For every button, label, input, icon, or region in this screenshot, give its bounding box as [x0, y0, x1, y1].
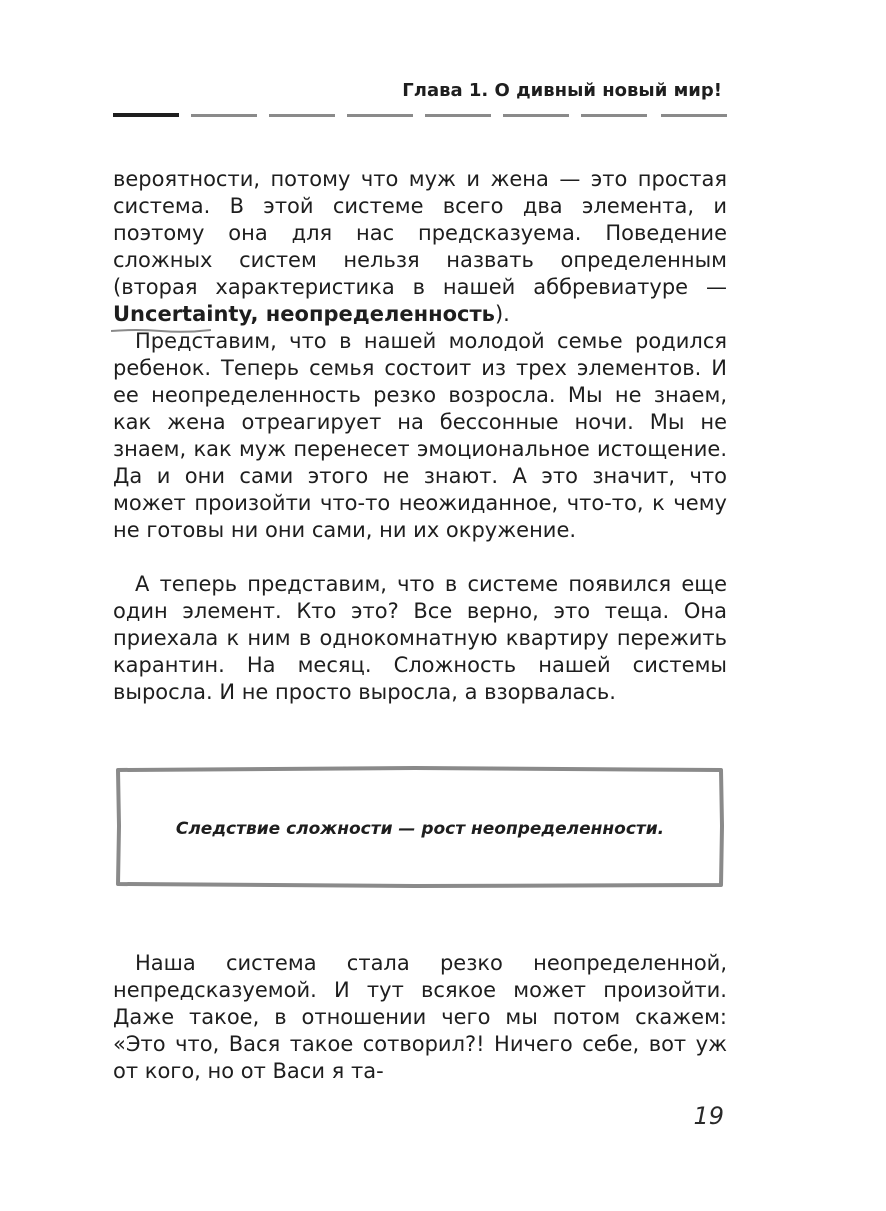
- paragraph-3: [113, 571, 727, 706]
- page-number: 19: [693, 1102, 724, 1130]
- header-rule-dash: [425, 114, 491, 117]
- paragraph-1-tail: ).: [494, 302, 510, 326]
- callout-box: [115, 766, 725, 888]
- header-rule-dash: [661, 114, 727, 117]
- paragraph-4-text: Наша система стала резко неопределенной, непредсказуемой. И тут всякое может произойти. Даже такое, в отношении чего мы потом скажем: «Это что, Вася такое сотворил?! Ничего себе, вот уж от кого, но от Васи я та-: [113, 951, 727, 1083]
- header-rule-dash: [347, 114, 413, 117]
- emphasis-term-text: Uncertainty, неопределенность: [113, 302, 495, 326]
- header-rule-dash: [191, 114, 257, 117]
- header-rule-dash: [581, 114, 647, 117]
- paragraph-2-text: Представим, что в нашей молодой семье родился ребенок. Теперь семья состоит из трех элементов. И ее неопределенность резко возросла. Мы не знаем, как жена отреагирует на бессонные ночи. Мы не знаем, как муж перенесет эмоциональное истощение. Да и они сами этого не знают. А это значит, что может произойти что-то неожиданное, что-то, к чему не готовы ни они сами, ни их окружение.: [113, 329, 727, 542]
- header-rule-dash: [503, 114, 569, 117]
- paragraph-1-text: вероятности, потому что муж и жена — это простая система. В этой системе всего два элемента, и поэтому она для нас предсказуема. Поведение сложных систем нельзя назвать определенным (вторая характеристика в нашей аббревиатуре —: [113, 167, 727, 299]
- header-rule: [113, 113, 727, 117]
- paragraph-2: [113, 328, 727, 544]
- header-rule-solid-segment: [113, 113, 179, 117]
- paragraph-1: [113, 166, 727, 328]
- header-rule-dash: [269, 114, 335, 117]
- paragraph-3-text: А теперь представим, что в системе появился еще один элемент. Кто это? Все верно, это теща. Она приехала к ним в однокомнатную квартиру пережить карантин. На месяц. Сложность нашей системы выросла. И не просто выросла, а взорвалась.: [113, 572, 727, 704]
- chapter-header-title: Глава 1. О дивный новый мир!: [402, 80, 722, 101]
- paragraph-4: [113, 950, 727, 1085]
- emphasis-term: [113, 301, 495, 328]
- callout-text: Следствие сложности — рост неопределенности.: [175, 819, 665, 839]
